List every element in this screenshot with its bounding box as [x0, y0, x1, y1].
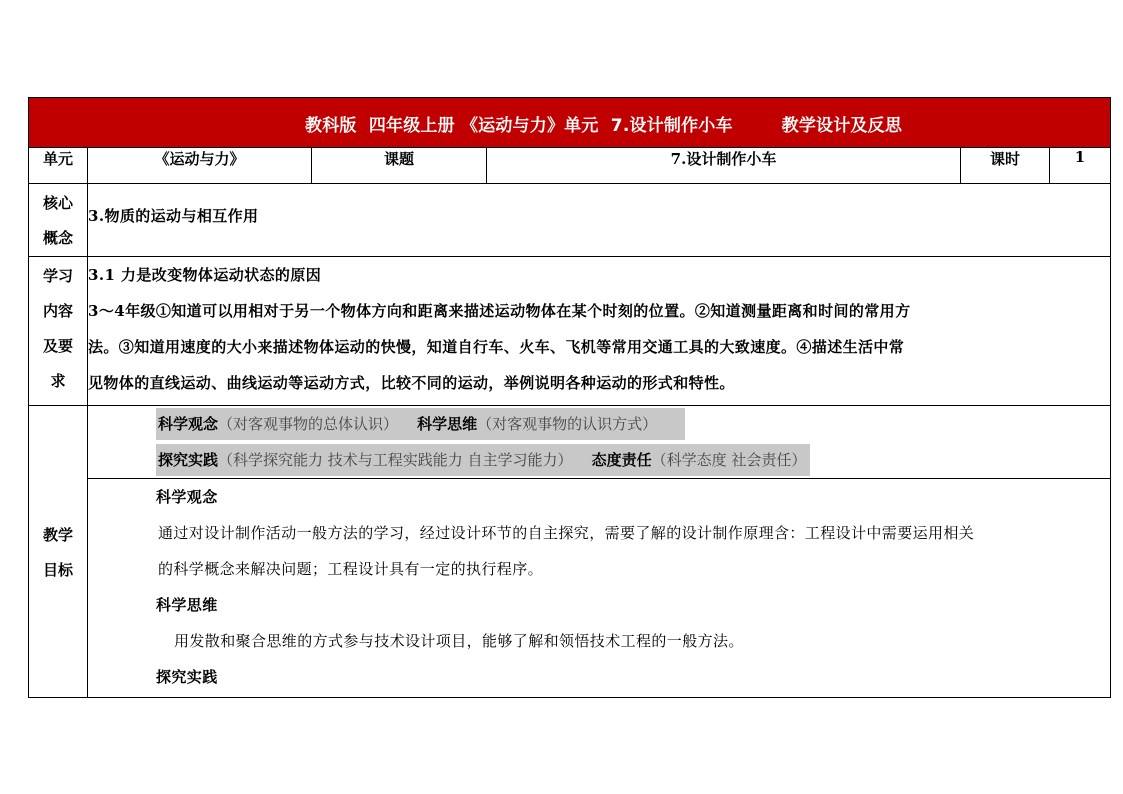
learning-line-3: 法。③知道用速度的大小来描述物体运动的快慢，知道自行车、火车、飞机等常用交通工具的大致速度。④描述生活中常	[88, 338, 905, 356]
learning-requirements-row	[29, 257, 1111, 406]
topic-value: 7.设计制作小车	[487, 148, 961, 184]
literacy-highlight-2	[156, 444, 810, 476]
literacy-science-concept: 科学观念	[158, 415, 219, 433]
banner-title: 教科版 四年级上册 《运动与力》单元 7.设计制作小车 教学设计及反思	[305, 116, 903, 136]
lesson-plan-document	[28, 97, 1111, 701]
goal-science-concept-title: 科学观念	[156, 488, 218, 506]
learning-label-2: 内容	[42, 302, 73, 320]
unit-label: 单元	[29, 148, 88, 184]
unit-value: 《运动与力》	[88, 148, 312, 184]
teaching-goals-literacy-row	[29, 406, 1111, 479]
learning-line-4: 见物体的直线运动、曲线运动等运动方式，比较不同的运动，举例说明各种运动的形式和特性。	[88, 374, 735, 392]
literacy-attitude: 态度责任	[591, 451, 652, 469]
learning-line-2: 3～4年级①知道可以用相对于另一个物体方向和距离来描述运动物体在某个时刻的位置。②知道测量距离和时间的常用方	[88, 302, 911, 320]
learning-label-1: 学习	[42, 267, 73, 285]
learning-label-4: 求	[50, 372, 66, 390]
literacy-line-1	[156, 406, 1110, 444]
goal-inquiry-title: 探究实践	[156, 668, 218, 686]
literacy-science-thinking-desc: （对客观事物的认识方式）	[477, 415, 658, 433]
core-concept-content: 3.物质的运动与相互作用	[88, 207, 259, 225]
literacy-inquiry: 探究实践	[158, 451, 219, 469]
teaching-goals-detail-row	[29, 479, 1111, 698]
literacy-science-concept-desc: （对客观事物的总体认识）	[218, 415, 399, 433]
core-concept-label-1: 核心	[42, 194, 73, 212]
lesson-plan-table	[28, 147, 1111, 698]
literacy-attitude-desc: （科学态度 社会责任）	[651, 451, 807, 469]
learning-label-3: 及要	[42, 337, 73, 355]
literacy-science-thinking: 科学思维	[417, 415, 478, 433]
title-banner	[28, 97, 1111, 148]
goal-science-thinking-line-1: 用发散和聚合思维的方式参与技术设计项目，能够了解和领悟技术工程的一般方法。	[174, 632, 744, 650]
goals-label-1: 教学	[42, 525, 73, 544]
goal-science-thinking-title: 科学思维	[156, 596, 218, 614]
goal-science-concept-line-1: 通过对设计制作活动一般方法的学习，经过设计环节的自主探究，需要了解的设计制作原理含：工程设计中需要运用相关	[158, 524, 975, 542]
goals-label-2: 目标	[42, 560, 73, 579]
goal-science-concept-line-2: 的科学概念来解决问题；工程设计具有一定的执行程序。	[158, 560, 544, 578]
core-concept-label-2: 概念	[42, 229, 73, 247]
header-row	[29, 148, 1111, 184]
period-value: 1	[1050, 148, 1111, 184]
literacy-line-2	[156, 444, 1110, 478]
learning-line-1: 3.1 力是改变物体运动状态的原因	[88, 266, 322, 284]
period-label: 课时	[961, 148, 1050, 184]
topic-label: 课题	[312, 148, 487, 184]
core-concept-row	[29, 184, 1111, 257]
literacy-highlight-1	[156, 408, 685, 440]
literacy-inquiry-desc: （科学探究能力 技术与工程实践能力 自主学习能力）	[218, 451, 573, 469]
